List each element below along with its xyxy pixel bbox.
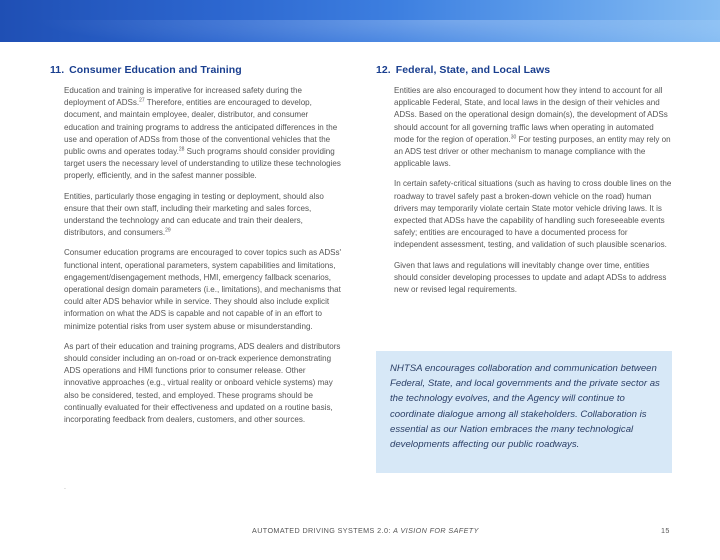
paragraph-text: Given that laws and regulations will inevitably change over time, entities should consider developing processes to update and adapt ADSs to address new or revised legal requirements. <box>394 260 667 295</box>
body-paragraph <box>394 260 672 297</box>
header-banner <box>0 0 720 42</box>
body-paragraph <box>394 178 672 251</box>
section-title: Federal, State, and Local Laws <box>395 64 551 76</box>
body-paragraph <box>394 85 672 170</box>
body-paragraph <box>64 341 342 426</box>
footer-document-title <box>252 526 479 535</box>
section-heading <box>376 64 672 76</box>
paragraph-text: Entities are also encouraged to document how they intend to account for all applicable Federal, State, and local laws in the design of their vehicles and ADSs. Based on the operational design domain(s), the development of ADSs should account for all governing traffic laws when operating in automated mode for the region of operation. <box>394 86 668 144</box>
footnote-ref: 29 <box>165 227 171 234</box>
body-paragraph <box>64 191 342 240</box>
paragraph-text: Therefore, entities are encouraged to develop, document, and maintain employee, dealer, distributor, and consumer education and training programs to address the anticipated differences in the use and operation of ADSs from those of the conventional vehicles that the public owns and operates today. <box>64 98 338 157</box>
section-body <box>50 85 342 426</box>
paragraph-text: For testing purposes, an entity may rely on an ADS test driver or other mechanism to manage compliance with the applicable laws. <box>394 134 671 169</box>
paragraph-text: Consumer education programs are encouraged to cover topics such as ADSs' functional intent, operational parameters, system capabilities and limitations, engagement/disengagement methods, HMI, emergency fallback scenarios, operational design domain parameters (i.e., limitations), and mechanisms that could alter ADS behavior while in service. They should also include explicit information on what the ADS is capable and not capable of in an effort to minimize potential risks from user system abuse or misunderstanding. <box>64 248 342 331</box>
page-number: 15 <box>661 526 670 535</box>
section-federal-state-local-laws <box>376 64 672 304</box>
page-footer <box>0 526 720 540</box>
paragraph-text: Education and training is imperative for increased safety during the deployment of ADSs. <box>64 86 302 108</box>
section-consumer-education <box>50 64 342 434</box>
section-number: 12. <box>376 64 391 76</box>
footnote-ref: 28 <box>178 146 185 153</box>
paragraph-text: As part of their education and training programs, ADS dealers and distributors should consider including an on-road or on-track experience demonstrating ADS operations and HMI functions prior to consumer release. Other innovative approaches (e.g., virtual reality or onboard vehicle systems) may also be considered, tested, and employed. These programs should be continually evaluated for their effectiveness and updated on a routine basis, incorporating feedback from dealers, customers, and other sources. <box>64 341 341 425</box>
footer-title-sub: A VISION FOR SAFETY <box>393 526 479 535</box>
footer-title-main: AUTOMATED DRIVING SYSTEMS 2.0: <box>252 526 391 535</box>
section-number: 11. <box>50 64 65 76</box>
paragraph-text: In certain safety-critical situations (such as having to cross double lines on the roadway to travel safely past a broken-down vehicle on the road) human drivers may temporarily violate certain State motor vehicle driving laws. It is expected that ADSs have the capability of handling such foreseeable events safely; entities are encouraged to have a documented process for independent assessment, testing, and validation of such plausible scenarios. <box>394 179 672 250</box>
nhtsa-callout-box <box>376 351 672 473</box>
paragraph-text: Such programs should consider providing target users the necessary level of understanding to utilize these technologies properly, efficiently, and in the safest manner possible. <box>64 147 341 181</box>
paragraph-text: Entities, particularly those engaging in testing or deployment, should also ensure that their own staff, including their marketing and sales forces, understand the technology and can educate and train their dealers, distributors, and consumers. <box>64 191 324 238</box>
body-paragraph <box>64 85 342 183</box>
stray-mark: . <box>64 484 66 491</box>
body-paragraph <box>64 247 342 332</box>
footnote-ref: 27 <box>139 97 145 104</box>
section-title: Consumer Education and Training <box>69 64 242 76</box>
section-heading <box>50 64 342 76</box>
section-body <box>376 85 672 296</box>
footnote-ref: 30 <box>510 134 517 141</box>
callout-text: NHTSA encourages collaboration and communication between Federal, State, and local governments and the private sector as the technology evolves, and the Agency will continue to coordinate dialogue among all stakeholders. Collaboration is essential as our Nation embraces the many technological developments affecting our public roadways. <box>390 363 660 451</box>
